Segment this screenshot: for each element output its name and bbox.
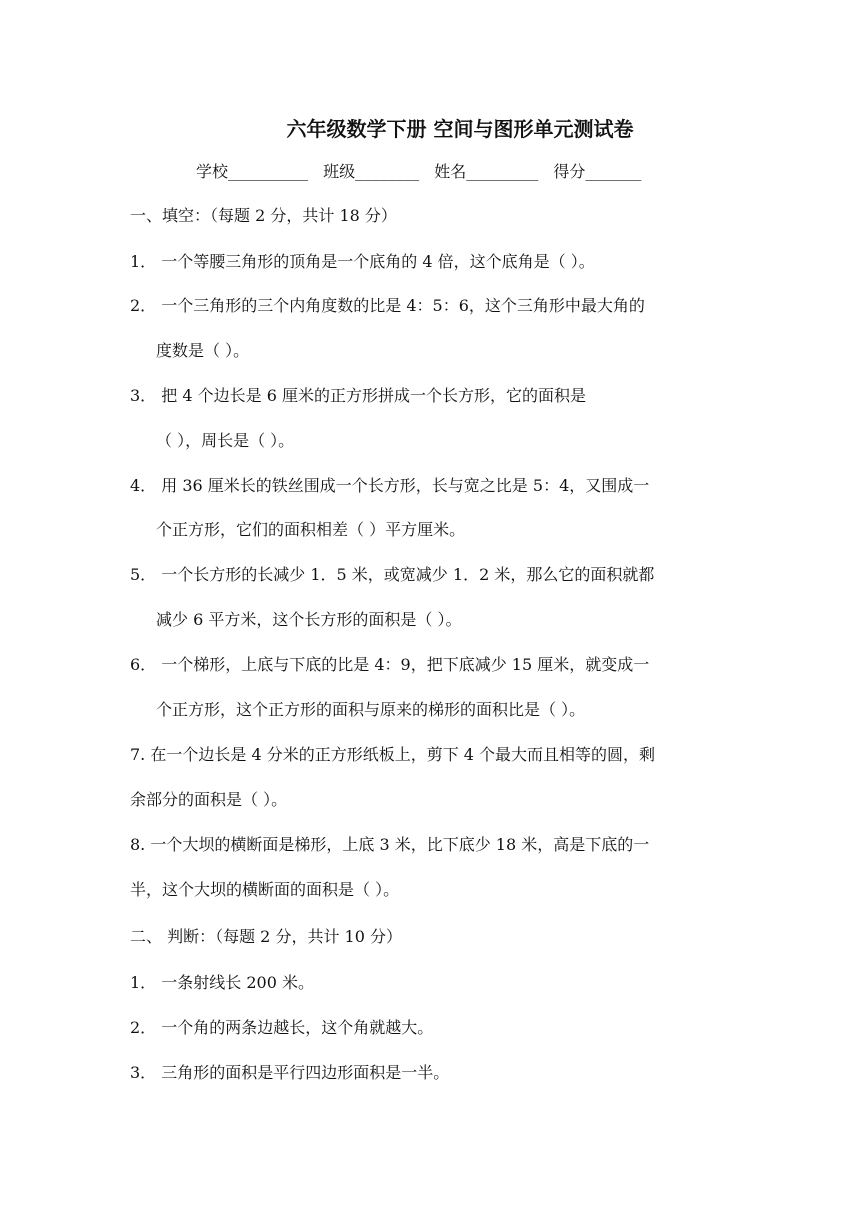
fill-question-2-line-1: 2． 一个三角形的三个内角度数的比是 4：5：6，这个三角形中最大角的 (130, 296, 645, 315)
judge-question-1: 1． 一条射线长 200 米。 (130, 973, 314, 992)
class-field: 班级________ (323, 162, 420, 181)
school-field: 学校__________ (196, 162, 309, 181)
fill-question-3-line-1: 3． 把 4 个边长是 6 厘米的正方形拼成一个长方形，它的面积是 (130, 386, 586, 405)
judge-question-2: 2． 一个角的两条边越长，这个角就越大。 (130, 1018, 434, 1037)
fill-question-6-line-2: 个正方形，这个正方形的面积与原来的梯形的面积比是（ ）。 (156, 700, 586, 719)
page-title: 六年级数学下册 空间与图形单元测试卷 (286, 117, 634, 141)
judge-question-3: 3． 三角形的面积是平行四边形面积是一半。 (130, 1063, 450, 1082)
fill-question-2-line-2: 度数是（ ）。 (156, 341, 250, 360)
fill-question-4-line-1: 4． 用 36 厘米长的铁丝围成一个长方形，长与宽之比是 5：4，又围成一 (130, 476, 650, 495)
score-field: 得分_______ (553, 162, 642, 181)
fill-question-1: 1． 一个等腰三角形的顶角是一个底角的 4 倍，这个底角是（ ）。 (130, 252, 595, 271)
name-field: 姓名_________ (434, 162, 539, 181)
fill-question-7-line-1: 7. 在一个边长是 4 分米的正方形纸板上，剪下 4 个最大而且相等的圆，剩 (130, 745, 656, 764)
fill-question-8-line-1: 8. 一个大坝的横断面是梯形，上底 3 米，比下底少 18 米，高是下底的一 (130, 835, 650, 854)
fill-question-6-line-1: 6． 一个梯形，上底与下底的比是 4：9，把下底减少 15 厘米，就变成一 (130, 655, 650, 674)
section2-heading: 二、 判断：（每题 2 分，共计 10 分） (130, 927, 402, 946)
fill-question-4-line-2: 个正方形，它们的面积相差（ ）平方厘米。 (156, 520, 466, 539)
fill-question-3-line-2: （ ），周长是（ ）。 (156, 431, 295, 450)
section1-heading: 一、填空：（每题 2 分，共计 18 分） (130, 206, 397, 225)
fill-question-5-line-1: 5． 一个长方形的长减少 1．5 米，或宽减少 1．2 米，那么它的面积就都 (130, 565, 655, 584)
fill-question-8-line-2: 半，这个大坝的横断面的面积是（ ）。 (130, 880, 400, 899)
fill-question-7-line-2: 余部分的面积是（ ）。 (130, 790, 288, 809)
student-info-line (196, 162, 651, 182)
fill-question-5-line-2: 减少 6 平方米，这个长方形的面积是（ ）。 (156, 610, 462, 629)
